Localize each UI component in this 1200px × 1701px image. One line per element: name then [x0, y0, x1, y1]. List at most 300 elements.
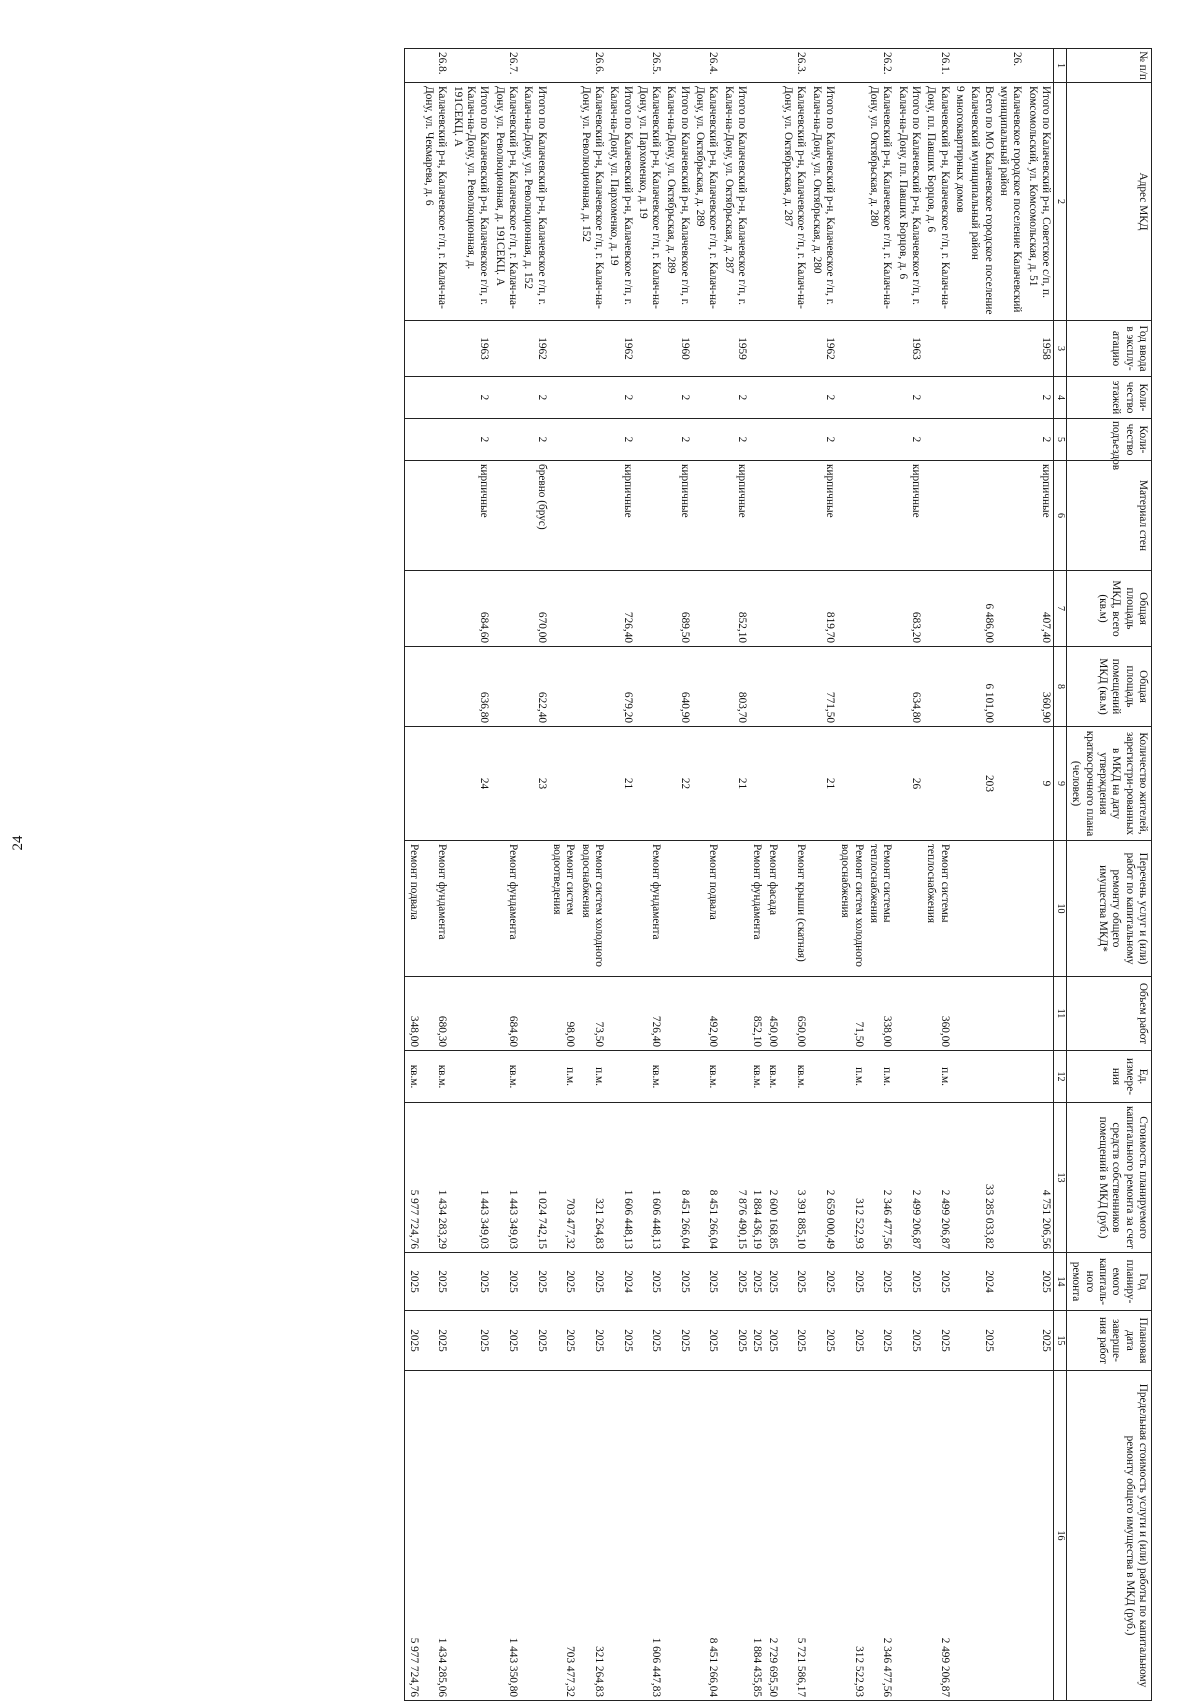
table-cell — [549, 647, 578, 727]
repair-plan-table — [404, 48, 1152, 1701]
table-cell: 2 — [894, 419, 923, 461]
table-cell: 5 977 724,76 — [405, 1103, 421, 1253]
table-row — [405, 49, 421, 1701]
table-cell: 2025 — [923, 1311, 952, 1371]
table-row — [635, 49, 664, 1701]
table-cell: 2025 — [1024, 1253, 1053, 1311]
table-cell: 312 522,93 — [837, 1371, 866, 1701]
table-cell — [996, 1253, 1025, 1311]
table-cell — [837, 83, 866, 321]
column-header: Год ввода в эксплу-атацию — [1067, 321, 1152, 377]
table-cell — [520, 977, 549, 1051]
table-cell: 2025 — [1024, 1311, 1053, 1371]
table-cell: Итого по Калачевский р-н, Калачевское г/п, г. Калач-на-Дону, ул. Пархоменко, д. 19 — [606, 83, 635, 321]
table-cell: Итого по Калачевский р-н, Калачевское г/п, г. Калач-на-Дону, ул. Октябрьская, д. 287 — [720, 83, 749, 321]
table-cell: 4 751 206,56 — [1024, 1103, 1053, 1253]
table-cell: Ремонт крыши (скатная) — [780, 841, 809, 977]
table-cell: 1 606 448,13 — [606, 1103, 635, 1253]
table-cell — [780, 571, 809, 647]
table-cell — [520, 841, 549, 977]
table-cell: Итого по Калачевский р-н, Калачевское г/п, г. Калач-на-Дону, ул. Октябрьская, д. 280 — [808, 83, 837, 321]
table-cell: кв.м. — [692, 1051, 721, 1103]
table-cell — [866, 647, 895, 727]
table-cell — [749, 49, 764, 83]
table-cell — [720, 49, 749, 83]
table-cell: 338,00 — [866, 977, 895, 1051]
table-cell — [749, 377, 764, 419]
table-cell: 2 659 000,49 — [808, 1103, 837, 1253]
table-cell — [923, 321, 952, 377]
table-row — [780, 49, 809, 1701]
table-cell: 2025 — [720, 1311, 749, 1371]
table-cell: 312 522,93 — [837, 1103, 866, 1253]
table-cell — [780, 461, 809, 571]
table-cell — [780, 727, 809, 841]
table-cell: 1962 — [520, 321, 549, 377]
table-cell — [405, 461, 421, 571]
table-cell: 8 451 266,04 — [663, 1103, 692, 1253]
table-cell: 771,50 — [808, 647, 837, 727]
rotated-table-container — [48, 48, 1152, 1700]
table-cell: 2 — [1024, 377, 1053, 419]
table-cell: 6 486,00 — [967, 571, 996, 647]
table-cell — [967, 1371, 996, 1701]
table-cell: 1960 — [663, 321, 692, 377]
table-cell — [549, 321, 578, 377]
table-cell: 2025 — [421, 1311, 450, 1371]
table-cell — [663, 977, 692, 1051]
table-cell: Ремонт подвала — [405, 841, 421, 977]
table-cell — [996, 841, 1025, 977]
table-cell — [606, 1051, 635, 1103]
table-cell: Итого по Калачевский р-н, Калачевское г/п, г. Калач-на-Дону, ул. Октябрьская, д. 289 — [663, 83, 692, 321]
table-cell: 26. — [996, 49, 1025, 83]
table-cell — [749, 571, 764, 647]
table-cell: 2025 — [749, 1253, 764, 1311]
table-cell: 321 264,83 — [577, 1103, 606, 1253]
header-row — [1067, 49, 1152, 1701]
table-cell — [577, 419, 606, 461]
table-cell: 2 346 477,56 — [866, 1103, 895, 1253]
table-cell: 650,00 — [780, 977, 809, 1051]
table-cell: 1 884 436,19 — [749, 1103, 764, 1253]
table-cell: 2025 — [808, 1311, 837, 1371]
table-cell — [967, 841, 996, 977]
table-row — [749, 49, 764, 1701]
table-cell: Ремонт подвала — [692, 841, 721, 977]
table-cell — [577, 571, 606, 647]
table-cell — [405, 83, 421, 321]
table-cell — [720, 977, 749, 1051]
table-cell: Ремонт фундамента — [749, 841, 764, 977]
table-cell: 7 876 490,15 — [720, 1103, 749, 1253]
table-cell: п.м. — [866, 1051, 895, 1103]
table-cell: 26.1. — [923, 49, 952, 83]
column-header: Ед. измере-ния — [1067, 1051, 1152, 1103]
table-cell — [764, 727, 779, 841]
table-cell: кирпичные — [1024, 461, 1053, 571]
table-cell — [996, 727, 1025, 841]
column-number: 7 — [1054, 571, 1067, 647]
table-cell: 1 443 349,03 — [449, 1103, 491, 1253]
table-cell: 703 477,32 — [549, 1103, 578, 1253]
column-number: 15 — [1054, 1311, 1067, 1371]
table-cell: Итого по Калачевский р-н, Калачевское г/п, г. Калач-на-Дону, пл. Павших Борцов, д. 6 — [894, 83, 923, 321]
table-cell: 21 — [606, 727, 635, 841]
column-header: Коли-чество этажей — [1067, 377, 1152, 419]
table-cell: 2 499 206,87 — [894, 1103, 923, 1253]
table-cell — [520, 49, 549, 83]
table-cell: 26.4. — [692, 49, 721, 83]
table-cell: 2 — [894, 377, 923, 419]
table-cell — [996, 1103, 1025, 1253]
table-cell: 1 434 285,06 — [421, 1371, 450, 1701]
table-cell: 1 606 448,13 — [635, 1103, 664, 1253]
table-cell: кирпичные — [606, 461, 635, 571]
table-row — [520, 49, 549, 1701]
table-cell: 2025 — [549, 1311, 578, 1371]
table-cell: 9 многоквартирных домов — [952, 83, 967, 321]
table-cell — [837, 419, 866, 461]
table-cell — [635, 571, 664, 647]
table-cell: 1 443 350,80 — [491, 1371, 520, 1701]
table-cell — [952, 49, 967, 83]
table-cell: 26 — [894, 727, 923, 841]
column-header: Материал стен — [1067, 461, 1152, 571]
table-cell: 2 499 206,87 — [923, 1371, 952, 1701]
table-cell — [952, 727, 967, 841]
table-cell — [520, 1371, 549, 1701]
table-cell: 2025 — [520, 1253, 549, 1311]
table-row — [837, 49, 866, 1701]
table-cell — [996, 419, 1025, 461]
table-cell — [577, 727, 606, 841]
column-number: 6 — [1054, 461, 1067, 571]
table-cell — [967, 321, 996, 377]
table-cell — [996, 647, 1025, 727]
table-cell — [952, 461, 967, 571]
table-cell — [692, 461, 721, 571]
table-cell: 321 264,83 — [577, 1371, 606, 1701]
table-cell: 24 — [449, 727, 491, 841]
table-cell: п.м. — [549, 1051, 578, 1103]
table-cell — [405, 419, 421, 461]
table-cell: 492,00 — [692, 977, 721, 1051]
table-cell: 2025 — [808, 1253, 837, 1311]
table-cell: кирпичные — [720, 461, 749, 571]
column-header: Стоимость планируемого капитального ремонта за счет средств собственников помещений в МКД (руб.) — [1067, 1103, 1152, 1253]
table-cell — [577, 377, 606, 419]
table-cell: Калачевский р-н, Калачевское г/п, г. Калач-на-Дону, ул. Чекмарева, д. 6 — [421, 83, 450, 321]
table-cell: 2025 — [405, 1311, 421, 1371]
column-header: Коли-чество подъездов — [1067, 419, 1152, 461]
table-cell: бревно (брус) — [520, 461, 549, 571]
table-cell: 2025 — [894, 1253, 923, 1311]
table-cell — [952, 419, 967, 461]
table-cell — [923, 647, 952, 727]
table-cell — [449, 841, 491, 977]
table-cell: 2025 — [449, 1253, 491, 1311]
table-cell: 2025 — [837, 1311, 866, 1371]
table-cell — [967, 377, 996, 419]
table-cell: 2025 — [764, 1311, 779, 1371]
column-header: Предельная стоимость услуги и (или) работы по капитальному ремонту общего имущества в МКД (руб.) — [1067, 1371, 1152, 1701]
table-cell — [866, 377, 895, 419]
column-number: 3 — [1054, 321, 1067, 377]
table-row — [549, 49, 578, 1701]
table-cell — [808, 49, 837, 83]
table-row — [606, 49, 635, 1701]
table-cell — [866, 571, 895, 647]
table-cell: 8 451 266,04 — [692, 1103, 721, 1253]
table-cell — [866, 321, 895, 377]
table-cell — [549, 461, 578, 571]
table-cell — [837, 461, 866, 571]
table-cell: 689,50 — [663, 571, 692, 647]
table-cell: 2025 — [491, 1253, 520, 1311]
table-cell: 1 606 447,83 — [635, 1371, 664, 1701]
table-cell — [996, 461, 1025, 571]
table-cell — [952, 321, 967, 377]
column-number: 4 — [1054, 377, 1067, 419]
table-cell — [996, 571, 1025, 647]
table-cell: 2025 — [764, 1253, 779, 1311]
table-cell — [606, 1371, 635, 1701]
table-cell — [808, 841, 837, 977]
table-cell: 2025 — [720, 1253, 749, 1311]
table-cell: Ремонт систем водоотведения — [549, 841, 578, 977]
table-cell — [749, 647, 764, 727]
table-cell: 5 977 724,76 — [405, 1371, 421, 1701]
table-cell: 726,40 — [606, 571, 635, 647]
table-cell: кв.м. — [635, 1051, 664, 1103]
table-cell — [952, 377, 967, 419]
table-cell — [449, 1371, 491, 1701]
table-cell — [996, 1311, 1025, 1371]
table-row — [692, 49, 721, 1701]
table-cell: 2025 — [606, 1311, 635, 1371]
table-cell — [749, 83, 764, 321]
table-cell — [837, 727, 866, 841]
table-cell: Ремонт фасада — [764, 841, 779, 977]
table-cell — [866, 461, 895, 571]
table-cell: Ремонт фундамента — [491, 841, 520, 977]
column-number: 14 — [1054, 1253, 1067, 1311]
table-cell: 21 — [720, 727, 749, 841]
column-number: 2 — [1054, 83, 1067, 321]
table-row — [967, 49, 996, 1701]
table-cell — [866, 727, 895, 841]
table-cell: 1962 — [606, 321, 635, 377]
table-cell: 2025 — [577, 1253, 606, 1311]
table-cell — [837, 647, 866, 727]
table-cell — [764, 49, 779, 83]
table-cell — [764, 571, 779, 647]
table-cell — [749, 727, 764, 841]
table-cell: 684,60 — [491, 977, 520, 1051]
table-cell: 2 — [520, 419, 549, 461]
table-cell: Калачевский р-н, Калачевское г/п, г. Калач-на-Дону, ул. Октябрьская, д. 287 — [780, 83, 809, 321]
table-cell — [923, 461, 952, 571]
table-cell: 2025 — [894, 1311, 923, 1371]
table-cell: 1 434 283,29 — [421, 1103, 450, 1253]
table-cell — [808, 977, 837, 1051]
table-cell: 360,00 — [923, 977, 952, 1051]
table-cell — [421, 647, 450, 727]
table-cell: 2 499 206,87 — [923, 1103, 952, 1253]
table-cell — [549, 83, 578, 321]
table-cell — [764, 419, 779, 461]
table-cell: 450,00 — [764, 977, 779, 1051]
table-cell: 26.3. — [780, 49, 809, 83]
table-cell — [663, 841, 692, 977]
table-cell: 2025 — [663, 1253, 692, 1311]
table-cell: 803,70 — [720, 647, 749, 727]
table-cell — [923, 727, 952, 841]
table-cell — [491, 571, 520, 647]
column-header: Год планиру-емого капиталь-ного ремонта — [1067, 1253, 1152, 1311]
table-cell — [720, 841, 749, 977]
table-cell: Калачевский р-н, Калачевское г/п, г. Калач-на-Дону, ул. Революционная, д. 191СЕКЦ. А — [491, 83, 520, 321]
table-cell — [923, 377, 952, 419]
table-cell — [520, 1051, 549, 1103]
table-cell — [894, 1051, 923, 1103]
table-cell: 2025 — [780, 1311, 809, 1371]
table-cell — [996, 377, 1025, 419]
table-cell: 2025 — [692, 1253, 721, 1311]
column-number: 12 — [1054, 1051, 1067, 1103]
table-cell — [996, 977, 1025, 1051]
table-cell — [866, 419, 895, 461]
table-cell — [837, 571, 866, 647]
table-cell: 636,80 — [449, 647, 491, 727]
table-cell: 1958 — [1024, 321, 1053, 377]
column-header: Плановая дата заверше-ния работ — [1067, 1311, 1152, 1371]
table-cell: 71,50 — [837, 977, 866, 1051]
table-cell: Ремонт фундамента — [421, 841, 450, 977]
table-cell — [491, 377, 520, 419]
table-cell — [1024, 977, 1053, 1051]
table-cell: кирпичные — [449, 461, 491, 571]
table-cell: Ремонт систем холодного водоснабжения — [837, 841, 866, 977]
table-cell — [405, 727, 421, 841]
table-cell — [894, 977, 923, 1051]
table-row — [720, 49, 749, 1701]
table-cell: 26.7. — [491, 49, 520, 83]
table-cell — [967, 49, 996, 83]
table-cell: 360,90 — [1024, 647, 1053, 727]
table-cell — [449, 977, 491, 1051]
table-cell — [549, 419, 578, 461]
table-cell: 26.2. — [866, 49, 895, 83]
table-cell: Калачевское городское поселение Калачевский муниципальный район — [996, 83, 1025, 321]
table-cell: 2 — [449, 377, 491, 419]
table-cell — [749, 321, 764, 377]
table-cell: 2 600 168,85 — [764, 1103, 779, 1253]
table-cell — [1024, 49, 1053, 83]
table-cell — [421, 419, 450, 461]
table-cell: 26.6. — [577, 49, 606, 83]
table-cell: 2 — [606, 419, 635, 461]
table-cell: 670,00 — [520, 571, 549, 647]
table-cell: 2025 — [780, 1253, 809, 1311]
table-cell — [952, 647, 967, 727]
table-cell — [449, 49, 491, 83]
table-cell: 2025 — [866, 1311, 895, 1371]
table-cell: кирпичные — [894, 461, 923, 571]
column-header: Количество жителей, зарегистри-рованных в МКД на дату утверждения краткосрочного плана (человек) — [1067, 727, 1152, 841]
column-number: 10 — [1054, 841, 1067, 977]
table-cell: 2025 — [421, 1253, 450, 1311]
table-cell: 2025 — [967, 1311, 996, 1371]
table-cell: 2025 — [866, 1253, 895, 1311]
table-cell — [808, 1051, 837, 1103]
page-number: 24 — [10, 835, 26, 851]
table-cell: 2025 — [491, 1311, 520, 1371]
table-cell: 2025 — [749, 1311, 764, 1371]
table-cell — [421, 727, 450, 841]
table-cell: 1 884 435,85 — [749, 1371, 764, 1701]
table-cell — [996, 321, 1025, 377]
table-cell: 679,20 — [606, 647, 635, 727]
table-cell: 2025 — [837, 1253, 866, 1311]
column-header: Объем работ — [1067, 977, 1152, 1051]
table-cell — [837, 321, 866, 377]
table-cell — [405, 571, 421, 647]
table-cell: 2 — [663, 377, 692, 419]
table-cell: 2025 — [923, 1253, 952, 1311]
column-number-row — [1054, 49, 1067, 1701]
table-cell — [764, 321, 779, 377]
table-cell: 852,10 — [749, 977, 764, 1051]
table-cell — [577, 647, 606, 727]
table-cell — [952, 841, 967, 977]
table-cell — [491, 647, 520, 727]
table-cell: кв.м. — [421, 1051, 450, 1103]
table-cell: 2025 — [635, 1253, 664, 1311]
table-row — [577, 49, 606, 1701]
table-cell: 819,70 — [808, 571, 837, 647]
table-cell — [764, 461, 779, 571]
table-cell: 1 443 349,03 — [491, 1103, 520, 1253]
table-cell — [894, 49, 923, 83]
table-cell: 683,20 — [894, 571, 923, 647]
table-cell — [577, 461, 606, 571]
table-cell — [952, 571, 967, 647]
table-cell — [692, 419, 721, 461]
table-row — [866, 49, 895, 1701]
table-cell — [421, 377, 450, 419]
table-cell — [808, 1371, 837, 1701]
table-cell: 22 — [663, 727, 692, 841]
table-cell: 2 — [720, 377, 749, 419]
table-cell — [635, 419, 664, 461]
table-row — [808, 49, 837, 1701]
column-number: 5 — [1054, 419, 1067, 461]
table-cell: 684,60 — [449, 571, 491, 647]
table-cell — [996, 1051, 1025, 1103]
table-cell: кв.м. — [491, 1051, 520, 1103]
table-row — [421, 49, 450, 1701]
table-cell — [405, 321, 421, 377]
column-number: 16 — [1054, 1371, 1067, 1701]
table-cell — [780, 647, 809, 727]
table-cell: 852,10 — [720, 571, 749, 647]
table-cell — [606, 841, 635, 977]
table-row — [996, 49, 1025, 1701]
table-cell: п.м. — [837, 1051, 866, 1103]
table-cell — [837, 377, 866, 419]
